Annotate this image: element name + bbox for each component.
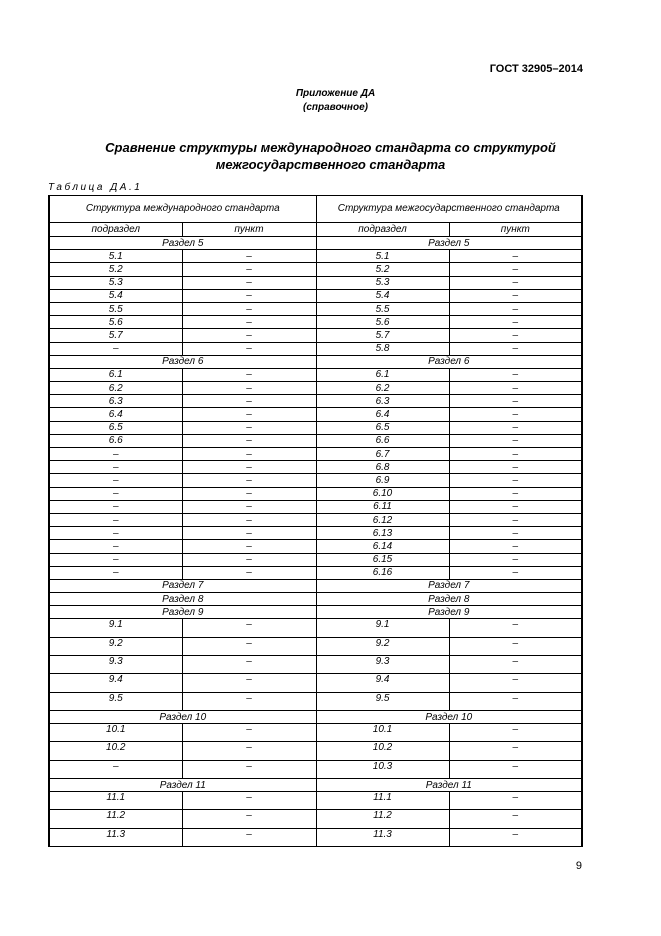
- subheader-item: пункт: [449, 223, 582, 237]
- interstate-item-cell: –: [449, 448, 582, 461]
- interstate-subsection-cell: 6.15: [316, 553, 449, 566]
- interstate-subsection-cell: 6.5: [316, 421, 449, 434]
- section-label-interstate: Раздел 5: [316, 237, 582, 250]
- intl-item-cell: –: [182, 553, 316, 566]
- interstate-item-cell: –: [449, 540, 582, 553]
- interstate-item-cell: –: [449, 742, 582, 760]
- table-header-row: [49, 196, 582, 223]
- intl-subsection-cell: 5.2: [49, 263, 182, 276]
- intl-item-cell: –: [182, 382, 316, 395]
- header-international: Структура международного стандарта: [49, 196, 316, 223]
- intl-item-cell: –: [182, 316, 316, 329]
- interstate-subsection-cell: 9.5: [316, 692, 449, 710]
- interstate-subsection-cell: 6.9: [316, 474, 449, 487]
- interstate-item-cell: –: [449, 619, 582, 637]
- interstate-item-cell: –: [449, 724, 582, 742]
- interstate-item-cell: –: [449, 368, 582, 381]
- interstate-item-cell: –: [449, 513, 582, 526]
- interstate-item-cell: –: [449, 329, 582, 342]
- interstate-subsection-cell: 5.6: [316, 316, 449, 329]
- table-row: [49, 408, 582, 421]
- document-code: ГОСТ 32905–2014: [489, 63, 583, 75]
- intl-subsection-cell: 9.1: [49, 619, 182, 637]
- intl-item-cell: –: [182, 619, 316, 637]
- intl-subsection-cell: 10.1: [49, 724, 182, 742]
- table-row: [49, 828, 582, 846]
- section-label-international: Раздел 8: [49, 593, 316, 606]
- interstate-item-cell: –: [449, 474, 582, 487]
- table-row: [49, 382, 582, 395]
- intl-subsection-cell: 5.3: [49, 276, 182, 289]
- section-row: [49, 710, 582, 723]
- intl-item-cell: –: [182, 792, 316, 810]
- section-label-international: Раздел 10: [49, 710, 316, 723]
- intl-item-cell: –: [182, 513, 316, 526]
- interstate-item-cell: –: [449, 395, 582, 408]
- intl-subsection-cell: 11.2: [49, 810, 182, 828]
- interstate-subsection-cell: 9.2: [316, 637, 449, 655]
- table-row: [49, 395, 582, 408]
- intl-subsection-cell: 6.3: [49, 395, 182, 408]
- interstate-subsection-cell: 6.3: [316, 395, 449, 408]
- section-row: [49, 355, 582, 368]
- intl-subsection-cell: 9.2: [49, 637, 182, 655]
- intl-item-cell: –: [182, 656, 316, 674]
- intl-subsection-cell: –: [49, 513, 182, 526]
- intl-item-cell: –: [182, 421, 316, 434]
- intl-item-cell: –: [182, 566, 316, 579]
- structure-comparison-table: [48, 195, 583, 847]
- interstate-item-cell: –: [449, 382, 582, 395]
- table-row: [49, 792, 582, 810]
- annex-heading: [0, 87, 661, 115]
- interstate-subsection-cell: 6.11: [316, 500, 449, 513]
- table-row: [49, 316, 582, 329]
- intl-subsection-cell: 5.6: [49, 316, 182, 329]
- table-row: [49, 500, 582, 513]
- interstate-subsection-cell: 11.1: [316, 792, 449, 810]
- intl-item-cell: –: [182, 760, 316, 778]
- interstate-subsection-cell: 5.2: [316, 263, 449, 276]
- table-row: [49, 637, 582, 655]
- interstate-subsection-cell: 6.2: [316, 382, 449, 395]
- table-row: [49, 263, 582, 276]
- interstate-subsection-cell: 10.3: [316, 760, 449, 778]
- intl-subsection-cell: 9.3: [49, 656, 182, 674]
- intl-item-cell: –: [182, 434, 316, 447]
- section-label-interstate: Раздел 8: [316, 593, 582, 606]
- section-label-interstate: Раздел 11: [316, 779, 582, 792]
- intl-subsection-cell: 9.4: [49, 674, 182, 692]
- title-line-1: Сравнение структуры международного стандарта со структурой: [105, 140, 556, 155]
- intl-item-cell: –: [182, 263, 316, 276]
- intl-item-cell: –: [182, 448, 316, 461]
- table-subheader-row: [49, 223, 582, 237]
- table-row: [49, 724, 582, 742]
- table-row: [49, 540, 582, 553]
- section-label-interstate: Раздел 9: [316, 606, 582, 619]
- interstate-subsection-cell: 6.1: [316, 368, 449, 381]
- intl-item-cell: –: [182, 637, 316, 655]
- section-label-international: Раздел 11: [49, 779, 316, 792]
- interstate-item-cell: –: [449, 828, 582, 846]
- interstate-item-cell: –: [449, 692, 582, 710]
- table-row: [49, 619, 582, 637]
- intl-item-cell: –: [182, 487, 316, 500]
- section-label-interstate: Раздел 7: [316, 579, 582, 592]
- table-row: [49, 368, 582, 381]
- intl-item-cell: –: [182, 302, 316, 315]
- interstate-item-cell: –: [449, 792, 582, 810]
- table-row: [49, 674, 582, 692]
- interstate-subsection-cell: 6.10: [316, 487, 449, 500]
- interstate-subsection-cell: 5.8: [316, 342, 449, 355]
- table-caption: Таблица ДА.1: [48, 182, 143, 193]
- intl-item-cell: –: [182, 474, 316, 487]
- intl-subsection-cell: 5.5: [49, 302, 182, 315]
- intl-item-cell: –: [182, 810, 316, 828]
- interstate-item-cell: –: [449, 302, 582, 315]
- section-label-interstate: Раздел 10: [316, 710, 582, 723]
- intl-subsection-cell: 9.5: [49, 692, 182, 710]
- document-title: [0, 139, 661, 173]
- interstate-item-cell: –: [449, 656, 582, 674]
- table-row: [49, 448, 582, 461]
- intl-item-cell: –: [182, 540, 316, 553]
- intl-subsection-cell: –: [49, 760, 182, 778]
- section-label-international: Раздел 7: [49, 579, 316, 592]
- interstate-subsection-cell: 6.7: [316, 448, 449, 461]
- intl-item-cell: –: [182, 368, 316, 381]
- table-row: [49, 487, 582, 500]
- intl-subsection-cell: 6.6: [49, 434, 182, 447]
- intl-subsection-cell: –: [49, 487, 182, 500]
- intl-subsection-cell: –: [49, 553, 182, 566]
- subheader-subsection: подраздел: [49, 223, 182, 237]
- section-row: [49, 579, 582, 592]
- interstate-subsection-cell: 10.2: [316, 742, 449, 760]
- interstate-subsection-cell: 6.8: [316, 461, 449, 474]
- intl-subsection-cell: 6.4: [49, 408, 182, 421]
- interstate-subsection-cell: 9.4: [316, 674, 449, 692]
- intl-subsection-cell: 5.1: [49, 250, 182, 263]
- interstate-item-cell: –: [449, 461, 582, 474]
- intl-subsection-cell: 11.3: [49, 828, 182, 846]
- interstate-item-cell: –: [449, 276, 582, 289]
- subheader-item: пункт: [182, 223, 316, 237]
- interstate-subsection-cell: 5.3: [316, 276, 449, 289]
- section-label-international: Раздел 5: [49, 237, 316, 250]
- interstate-item-cell: –: [449, 408, 582, 421]
- interstate-item-cell: –: [449, 527, 582, 540]
- table-row: [49, 276, 582, 289]
- intl-item-cell: –: [182, 742, 316, 760]
- intl-item-cell: –: [182, 250, 316, 263]
- interstate-item-cell: –: [449, 637, 582, 655]
- intl-item-cell: –: [182, 724, 316, 742]
- intl-item-cell: –: [182, 500, 316, 513]
- table-row: [49, 461, 582, 474]
- interstate-item-cell: –: [449, 263, 582, 276]
- intl-subsection-cell: –: [49, 342, 182, 355]
- interstate-item-cell: –: [449, 316, 582, 329]
- annex-title: Приложение ДА: [295, 88, 376, 99]
- table-body: [49, 237, 582, 847]
- title-line-2: межгосударственного стандарта: [215, 157, 446, 172]
- interstate-subsection-cell: 5.5: [316, 302, 449, 315]
- table-row: [49, 289, 582, 302]
- table-row: [49, 760, 582, 778]
- section-row: [49, 593, 582, 606]
- annex-subtitle: (справочное): [303, 102, 368, 113]
- intl-item-cell: –: [182, 395, 316, 408]
- interstate-item-cell: –: [449, 434, 582, 447]
- interstate-subsection-cell: 9.1: [316, 619, 449, 637]
- interstate-subsection-cell: 5.4: [316, 289, 449, 302]
- table-row: [49, 553, 582, 566]
- intl-subsection-cell: –: [49, 500, 182, 513]
- interstate-item-cell: –: [449, 487, 582, 500]
- table-row: [49, 742, 582, 760]
- table-row: [49, 434, 582, 447]
- section-row: [49, 606, 582, 619]
- intl-subsection-cell: 10.2: [49, 742, 182, 760]
- section-label-international: Раздел 6: [49, 355, 316, 368]
- table-row: [49, 656, 582, 674]
- intl-subsection-cell: –: [49, 540, 182, 553]
- intl-subsection-cell: –: [49, 566, 182, 579]
- intl-item-cell: –: [182, 674, 316, 692]
- table-row: [49, 810, 582, 828]
- section-label-international: Раздел 9: [49, 606, 316, 619]
- intl-subsection-cell: –: [49, 527, 182, 540]
- intl-subsection-cell: –: [49, 461, 182, 474]
- table-row: [49, 302, 582, 315]
- interstate-item-cell: –: [449, 566, 582, 579]
- intl-item-cell: –: [182, 342, 316, 355]
- table-row: [49, 474, 582, 487]
- intl-item-cell: –: [182, 692, 316, 710]
- table-row: [49, 513, 582, 526]
- intl-item-cell: –: [182, 461, 316, 474]
- table-row: [49, 250, 582, 263]
- table-row: [49, 527, 582, 540]
- interstate-subsection-cell: 11.2: [316, 810, 449, 828]
- interstate-item-cell: –: [449, 250, 582, 263]
- intl-subsection-cell: 6.1: [49, 368, 182, 381]
- intl-item-cell: –: [182, 828, 316, 846]
- interstate-item-cell: –: [449, 760, 582, 778]
- page-number: 9: [575, 860, 582, 872]
- interstate-subsection-cell: 9.3: [316, 656, 449, 674]
- interstate-subsection-cell: 6.16: [316, 566, 449, 579]
- intl-subsection-cell: 5.7: [49, 329, 182, 342]
- interstate-subsection-cell: 5.1: [316, 250, 449, 263]
- interstate-item-cell: –: [449, 553, 582, 566]
- interstate-subsection-cell: 6.4: [316, 408, 449, 421]
- table-row: [49, 566, 582, 579]
- section-row: [49, 779, 582, 792]
- section-label-interstate: Раздел 6: [316, 355, 582, 368]
- interstate-subsection-cell: 5.7: [316, 329, 449, 342]
- intl-subsection-cell: –: [49, 448, 182, 461]
- interstate-subsection-cell: 11.3: [316, 828, 449, 846]
- intl-subsection-cell: 6.2: [49, 382, 182, 395]
- section-row: [49, 237, 582, 250]
- intl-subsection-cell: 11.1: [49, 792, 182, 810]
- table-row: [49, 692, 582, 710]
- interstate-item-cell: –: [449, 289, 582, 302]
- subheader-subsection: подраздел: [316, 223, 449, 237]
- header-interstate: Структура межгосударственного стандарта: [316, 196, 582, 223]
- interstate-item-cell: –: [449, 674, 582, 692]
- interstate-item-cell: –: [449, 342, 582, 355]
- intl-item-cell: –: [182, 276, 316, 289]
- interstate-subsection-cell: 6.14: [316, 540, 449, 553]
- intl-subsection-cell: 6.5: [49, 421, 182, 434]
- interstate-subsection-cell: 10.1: [316, 724, 449, 742]
- table-row: [49, 342, 582, 355]
- intl-item-cell: –: [182, 527, 316, 540]
- table-row: [49, 421, 582, 434]
- interstate-subsection-cell: 6.12: [316, 513, 449, 526]
- interstate-subsection-cell: 6.6: [316, 434, 449, 447]
- intl-item-cell: –: [182, 329, 316, 342]
- intl-item-cell: –: [182, 289, 316, 302]
- intl-subsection-cell: 5.4: [49, 289, 182, 302]
- table-row: [49, 329, 582, 342]
- interstate-item-cell: –: [449, 500, 582, 513]
- intl-subsection-cell: –: [49, 474, 182, 487]
- interstate-item-cell: –: [449, 421, 582, 434]
- intl-item-cell: –: [182, 408, 316, 421]
- interstate-item-cell: –: [449, 810, 582, 828]
- interstate-subsection-cell: 6.13: [316, 527, 449, 540]
